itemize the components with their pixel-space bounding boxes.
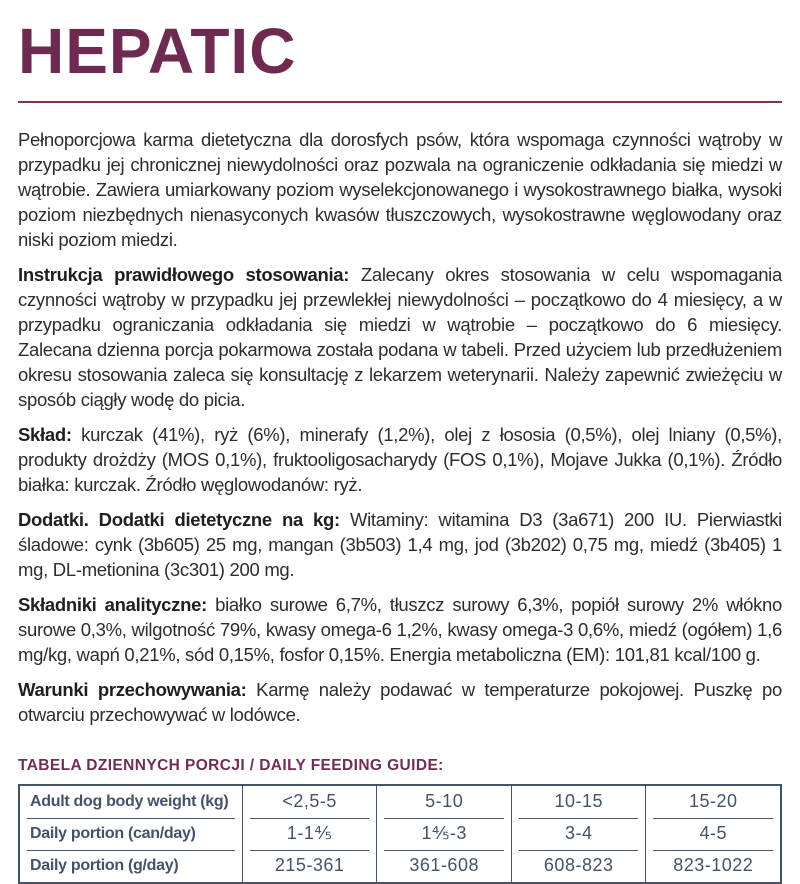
- additives-paragraph: [18, 507, 782, 582]
- description-paragraph: [18, 127, 782, 252]
- additives-text: Witaminy: witamina D3 (3a671) 200 IU. Pierwiastki śladowe: cynk (3b605) 25 mg, mangan (3b503) 1,4 mg, jod (3b202) 0,75 mg, miedź (3b405) 1 mg, DL-metionina (3c301) 200 mg.: [18, 509, 782, 581]
- table-cell: 361-608: [376, 850, 511, 882]
- table-row: [20, 786, 780, 818]
- table-row: [20, 818, 780, 850]
- table-cell: 4-5: [645, 818, 780, 850]
- feeding-guide-heading: TABELA DZIENNYCH PORCJI / DAILY FEEDING GUIDE:: [18, 757, 444, 775]
- title-divider: [18, 101, 782, 103]
- storage-lead: Warunki przechowywania:: [18, 679, 247, 701]
- composition-paragraph: [18, 422, 782, 497]
- analytical-lead: Składniki analityczne:: [18, 594, 207, 616]
- table-cell: 15-20: [645, 786, 780, 818]
- table-row: [20, 850, 780, 882]
- composition-text: kurczak (41%), ryż (6%), minerafy (1,2%), olej z łososia (0,5%), olej lniany (0,5%), produkty drożdży (MOS 0,1%), fruktooligosacharydy (FOS 0,1%), Mojave Jukka (0,1%). Źródło białka: kurczak. Źródło węglowodanów: ryż.: [18, 424, 782, 496]
- storage-text: Karmę należy podawać w temperaturze pokojowej. Puszkę po otwarciu przechowywać w lodówce.: [18, 679, 782, 726]
- table-cell: 1-1⅘: [242, 818, 377, 850]
- table-cell: <2,5-5: [242, 786, 377, 818]
- description-text: Pełnoporcjowa karma dietetyczna dla dorosfych psów, która wspomaga czynności wątroby w przypadku jej chronicznej niewydolności oraz pozwala na ograniczenie odkładania się miedzi w wątrobie. Zawiera umiarkowany poziom wyselekcjonowanego i wysokostrawnego białka, wysoki poziom niezbędnych nienasyconych kwasów tłuszczowych, wysokostrawne węglowodany oraz niski poziom miedzi.: [18, 129, 782, 251]
- table-cell: 3-4: [511, 818, 646, 850]
- instructions-paragraph: [18, 262, 782, 412]
- table-cell: 10-15: [511, 786, 646, 818]
- row-header-body-weight: Adult dog body weight (kg): [20, 786, 242, 818]
- instructions-lead: Instrukcja prawidłowego stosowania:: [18, 264, 350, 286]
- label-body-text: [18, 127, 782, 727]
- analytical-text: białko surowe 6,7%, tłuszcz surowy 6,3%, popiół surowy 2% włókno surowe 0,3%, wilgotność 79%, kwasy omega-6 1,2%, kwasy omega-3 0,6%, miedź (ogółem) 1,6 mg/kg, wapń 0,21%, sód 0,15%, fosfor 0,15%. Energia metaboliczna (EM): 101,81 kcal/100 g.: [18, 594, 782, 666]
- row-header-portion-can: Daily portion (can/day): [20, 818, 242, 850]
- analytical-paragraph: [18, 592, 782, 667]
- feeding-guide-table: [18, 784, 782, 884]
- table-cell: 1⅘-3: [376, 818, 511, 850]
- additives-lead: Dodatki. Dodatki dietetyczne na kg:: [18, 509, 340, 531]
- table-cell: 823-1022: [645, 850, 780, 882]
- composition-lead: Skład:: [18, 424, 72, 446]
- instructions-text: Zalecany okres stosowania w celu wspomagania czynności wątroby w przypadku jej przewlekłej niewydolności – początkowo do 4 miesięcy, a w przypadku ograniczania odkładania się miedzi w wątrobie – początkowo do 6 miesięcy. Zalecana dzienna porcja pokarmowa została podana w tabeli. Przed użyciem lub przedłużeniem okresu stosowania zaleca się konsultację z lekarzem weterynarii. Należy zapewnić zwieżęciu w sposób ciągły wodę do picia.: [18, 264, 782, 411]
- table-cell: 5-10: [376, 786, 511, 818]
- table-cell: 608-823: [511, 850, 646, 882]
- table-cell: 215-361: [242, 850, 377, 882]
- storage-paragraph: [18, 677, 782, 727]
- product-title: HEPATIC: [18, 15, 297, 87]
- row-header-portion-grams: Daily portion (g/day): [30, 856, 179, 874]
